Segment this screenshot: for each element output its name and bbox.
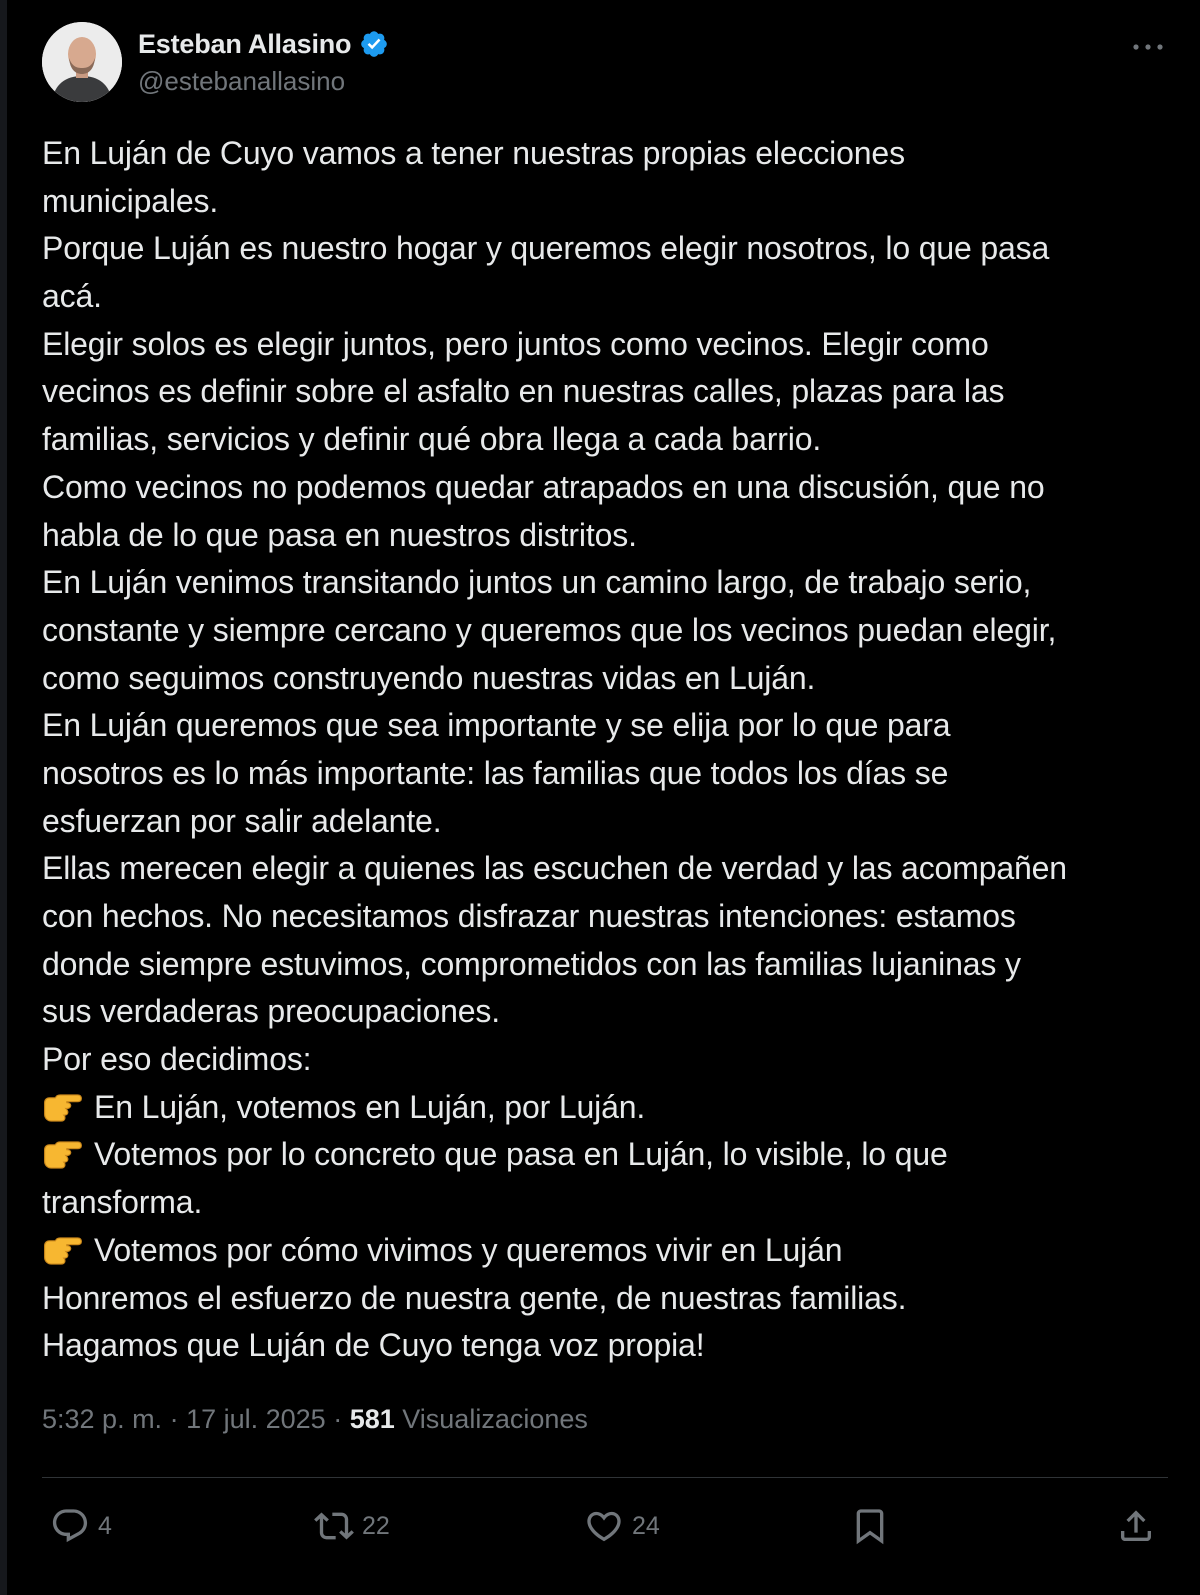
tweet-text-content: En Luján de Cuyo vamos a tener nuestras propias elecciones [42, 135, 905, 171]
tweet-text-content: sus verdaderas preocupaciones. [42, 993, 501, 1030]
display-name[interactable]: Esteban Allasino [138, 28, 352, 59]
tweet-text-content: En Luján queremos que sea importante y se elija por lo que para [42, 707, 951, 744]
tweet-text-line [42, 416, 1168, 464]
bookmark-icon [850, 1506, 890, 1546]
like-button[interactable] [584, 1500, 660, 1552]
tweet-text-content: En Luján, votemos en Luján, por Luján. [94, 1088, 646, 1125]
tweet [42, 0, 1168, 1595]
tweet-text-line [42, 1322, 1168, 1370]
tweet-meta [42, 1404, 588, 1435]
pointing-finger-icon [42, 1140, 84, 1170]
tweet-text-content: municipales. [42, 182, 219, 219]
tweet-text-content: Votemos por cómo vivimos y queremos vivir en Luján [94, 1231, 843, 1268]
like-icon [584, 1506, 624, 1546]
tweet-text-line [42, 368, 1168, 416]
tweet-text-line [42, 1227, 1168, 1275]
views-label: Visualizaciones [394, 1404, 588, 1434]
tweet-header [42, 22, 1168, 102]
panel-border [0, 0, 7, 1595]
divider [42, 1477, 1168, 1478]
tweet-text-line [42, 655, 1168, 703]
action-bar [42, 1500, 1168, 1552]
avatar[interactable] [42, 22, 122, 102]
tweet-text-line [42, 750, 1168, 798]
tweet-text-content: acá. [42, 278, 102, 315]
repost-icon [314, 1506, 354, 1546]
share-button[interactable] [1116, 1500, 1156, 1552]
tweet-text-line [42, 1131, 1168, 1179]
tweet-text-line [42, 321, 1168, 369]
tweet-text-content: vecinos es definir sobre el asfalto en nuestras calles, plazas para las [42, 373, 1005, 410]
tweet-text-line [42, 607, 1168, 655]
tweet-text-content: Ellas merecen elegir a quienes las escuchen de verdad y las acompañen [42, 850, 1067, 887]
handle[interactable]: @estebanallasino [138, 66, 346, 96]
meta-separator: · [325, 1404, 350, 1434]
tweet-date[interactable]: 17 jul. 2025 [186, 1404, 326, 1434]
repost-count: 22 [362, 1511, 390, 1540]
tweet-text-line [42, 798, 1168, 846]
tweet-text-line [42, 1084, 1168, 1132]
tweet-text-content: Votemos por lo concreto que pasa en Luján, lo visible, lo que [94, 1136, 948, 1173]
more-options-icon[interactable] [1128, 28, 1168, 58]
verified-badge-icon[interactable] [359, 29, 389, 59]
author-names [138, 26, 389, 97]
tweet-text-line [42, 1036, 1168, 1084]
like-count: 24 [632, 1511, 660, 1540]
reply-icon [50, 1506, 90, 1546]
tweet-text-content: Hagamos que Luján de Cuyo tenga voz propia! [42, 1327, 705, 1364]
repost-button[interactable] [314, 1500, 390, 1552]
tweet-text-line [42, 702, 1168, 750]
tweet-text-line [42, 893, 1168, 941]
reply-button[interactable] [50, 1500, 112, 1552]
tweet-text-content: Elegir solos es elegir juntos, pero juntos como vecinos. Elegir como [42, 325, 989, 362]
pointing-finger-icon [42, 1236, 84, 1266]
tweet-text-line [42, 1179, 1168, 1227]
tweet-text [42, 130, 1168, 1370]
tweet-text-content: Porque Luján es nuestro hogar y queremos elegir nosotros, lo que pasa [42, 230, 1050, 267]
tweet-text-content: transforma. [42, 1184, 203, 1221]
tweet-text-content: esfuerzan por salir adelante. [42, 802, 442, 839]
tweet-text-content: familias, servicios y definir qué obra llega a cada barrio. [42, 421, 822, 458]
tweet-time[interactable]: 5:32 p. m. [42, 1404, 163, 1434]
tweet-text-line [42, 559, 1168, 607]
tweet-text-line [42, 845, 1168, 893]
tweet-text-content: donde siempre estuvimos, comprometidos con las familias lujaninas y [42, 945, 1021, 982]
meta-separator: · [162, 1404, 187, 1434]
tweet-text-line [42, 941, 1168, 989]
views-count: 581 [349, 1404, 395, 1434]
tweet-text-line [42, 178, 1168, 226]
tweet-text-line [42, 225, 1168, 273]
tweet-text-line [42, 512, 1168, 560]
tweet-text-line [42, 464, 1168, 512]
share-icon [1116, 1506, 1156, 1546]
tweet-text-line [42, 988, 1168, 1036]
tweet-text-line [42, 130, 1168, 178]
tweet-text-content: Como vecinos no podemos quedar atrapados en una discusión, que no [42, 468, 1045, 505]
tweet-text-content: Por eso decidimos: [42, 1041, 312, 1078]
display-name-row [138, 26, 389, 62]
bookmark-button[interactable] [850, 1500, 890, 1552]
tweet-text-content: con hechos. No necesitamos disfrazar nuestras intenciones: estamos [42, 898, 1016, 934]
pointing-finger-icon [42, 1093, 84, 1123]
tweet-text-content: En Luján venimos transitando juntos un camino largo, de trabajo serio, [42, 564, 1032, 601]
tweet-text-content: habla de lo que pasa en nuestros distritos. [42, 516, 637, 553]
reply-count: 4 [98, 1511, 112, 1540]
tweet-text-line [42, 1275, 1168, 1323]
tweet-text-content: como seguimos construyendo nuestras vidas en Luján. [42, 659, 816, 696]
tweet-text-line [42, 273, 1168, 321]
tweet-text-content: Honremos el esfuerzo de nuestra gente, de nuestras familias. [42, 1279, 907, 1316]
tweet-text-content: nosotros es lo más importante: las familias que todos los días se [42, 754, 949, 791]
tweet-text-content: constante y siempre cercano y queremos que los vecinos puedan elegir, [42, 611, 1057, 648]
